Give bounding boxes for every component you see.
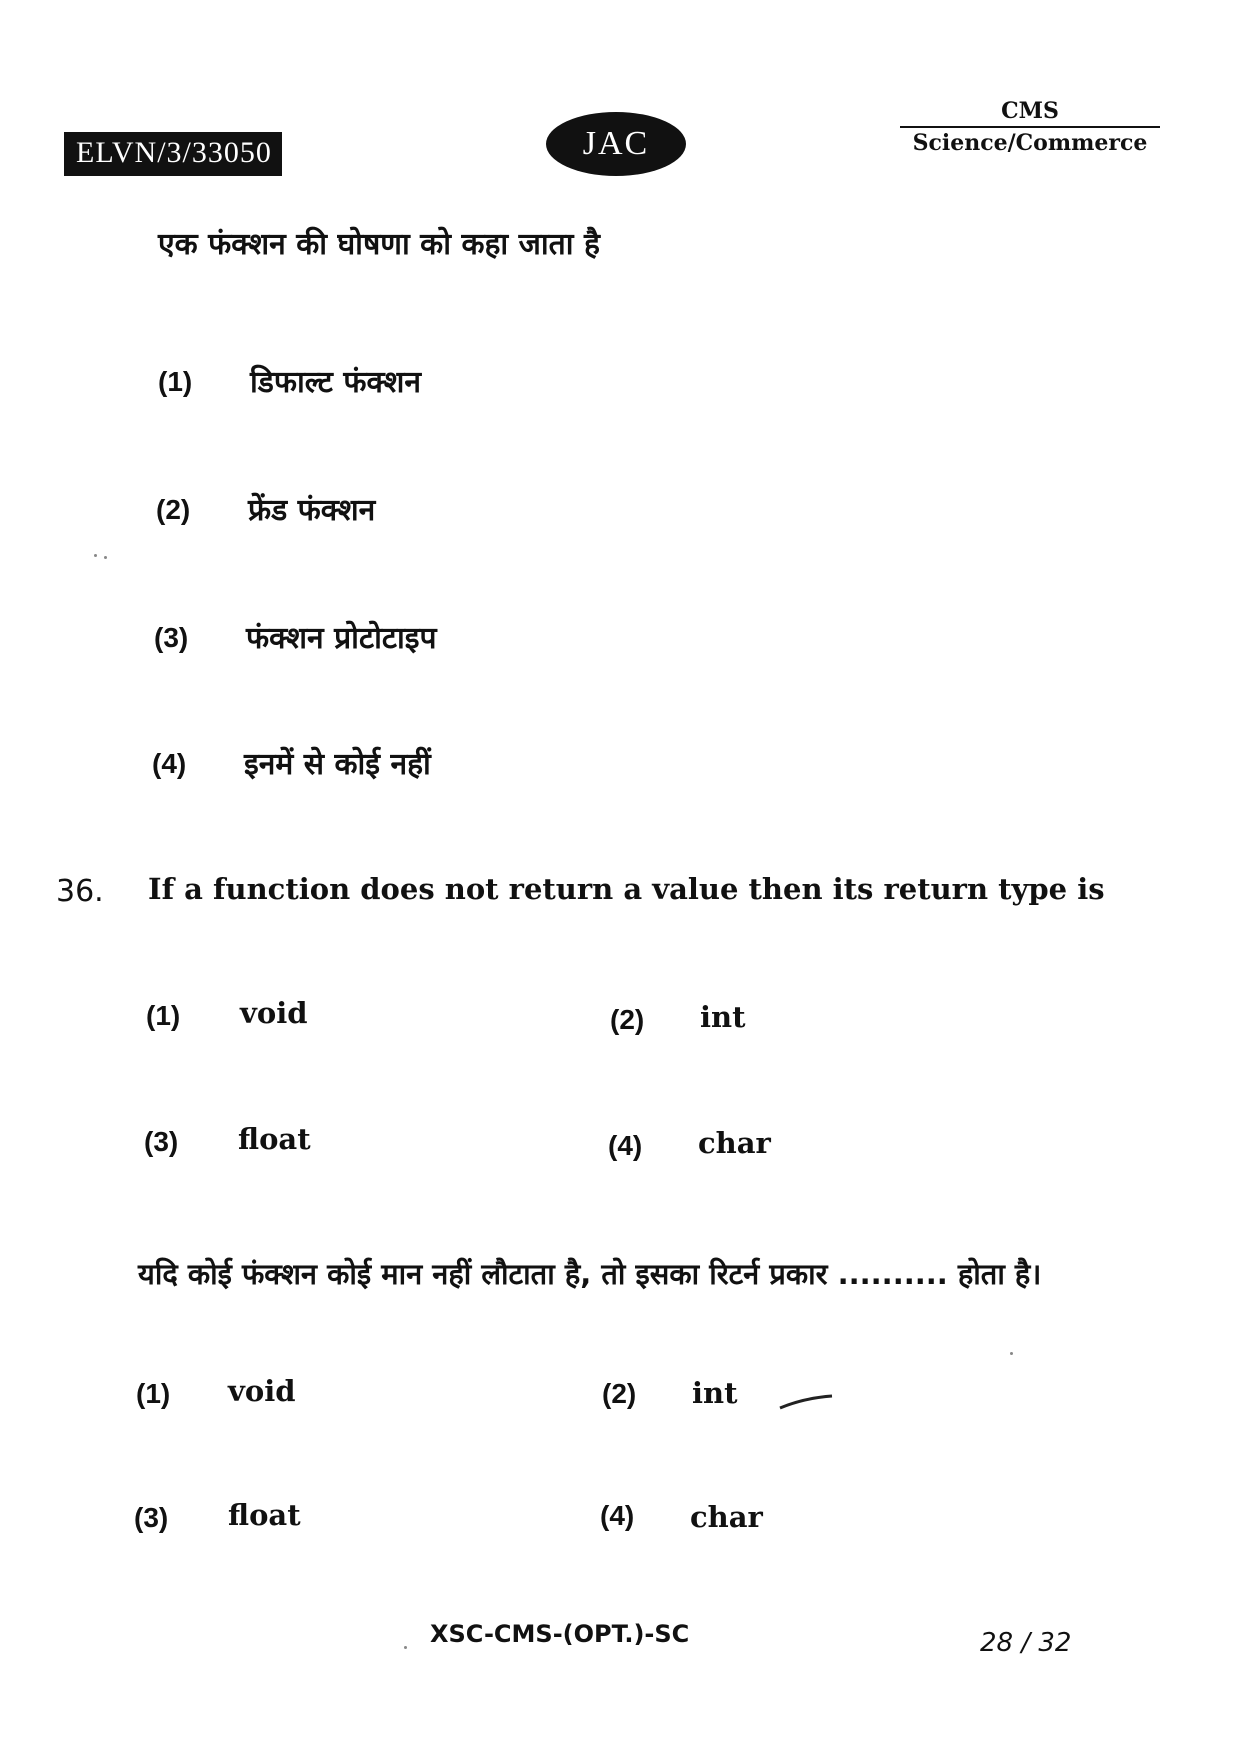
question-text: If a function does not return a value then its return type is: [148, 872, 1105, 906]
paper-code: ELVN/3/33050: [64, 132, 282, 176]
subject-block: [900, 98, 1160, 156]
scan-speck: [94, 554, 97, 557]
page-number: 28 / 32: [980, 1628, 1072, 1658]
scan-speck: [404, 1646, 407, 1649]
option-number: (1): [158, 366, 193, 397]
question-hindi-text: यदि कोई फंक्शन कोई मान नहीं लौटाता है, तो इसका रिटर्न प्रकार .......... होता है।: [138, 1257, 1042, 1291]
option-number: (4): [608, 1130, 643, 1161]
subject-divider: [900, 126, 1160, 128]
option-text: void: [228, 1374, 296, 1408]
option-number: (1): [146, 1000, 181, 1031]
footer-code: XSC-CMS-(OPT.)-SC: [430, 1620, 690, 1648]
option-number: (3): [154, 622, 189, 653]
pen-mark: [776, 1390, 836, 1414]
option-number: (2): [156, 494, 191, 525]
option-text: char: [690, 1500, 763, 1534]
scan-speck: [104, 556, 107, 559]
option-text: int: [692, 1376, 738, 1410]
option-number: (4): [152, 748, 187, 779]
option-text: float: [228, 1498, 301, 1532]
option-text: void: [240, 996, 308, 1030]
option-number: (3): [144, 1126, 179, 1157]
option-text: int: [700, 1000, 746, 1034]
option-text: फंक्शन प्रोटोटाइप: [246, 621, 437, 656]
option-text: इनमें से कोई नहीं: [244, 747, 431, 782]
option-number: (3): [134, 1502, 169, 1533]
option-number: (4): [600, 1500, 635, 1531]
option-number: (2): [610, 1004, 645, 1035]
option-text: डिफाल्ट फंक्शन: [250, 365, 422, 400]
question-hindi-text: एक फंक्शन की घोषणा को कहा जाता है: [158, 227, 600, 262]
option-text: char: [698, 1126, 771, 1160]
option-number: (1): [136, 1378, 171, 1409]
subject-title: CMS: [1001, 98, 1059, 124]
scan-speck: [1010, 1352, 1013, 1355]
stream-label: Science/Commerce: [912, 130, 1148, 156]
question-number: 36.: [56, 874, 104, 909]
option-text: फ्रेंड फंक्शन: [248, 493, 376, 528]
option-number: (2): [602, 1378, 637, 1409]
option-text: float: [238, 1122, 311, 1156]
jac-logo: JAC: [546, 112, 686, 176]
